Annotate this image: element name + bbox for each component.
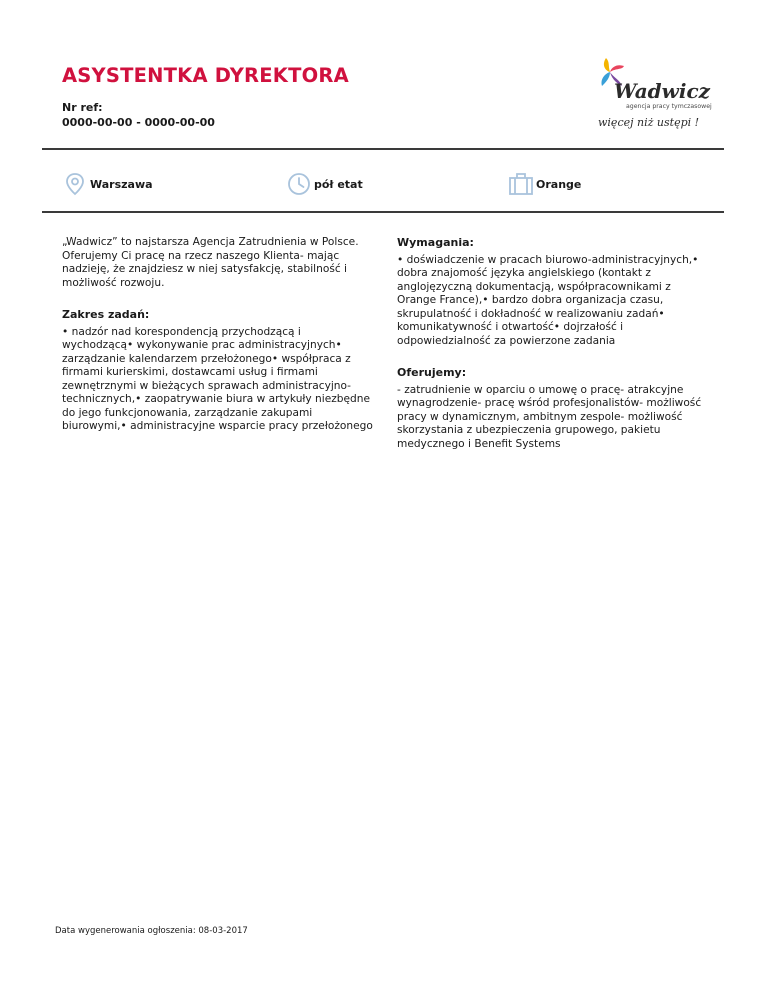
job-title: ASYSTENTKA DYREKTORA — [62, 64, 349, 87]
divider-top — [42, 148, 724, 150]
requirements-text: • doświadczenie w pracach biurowo-administracyjnych,• dobra znajomość języka angielskiego (kontakt z anglojęzyczną dokumentacją, współpracownikami z Orange France),• bardzo dobra organizacja czasu, skrupulatność i dokładność w realizowaniu zadań• komunikatywność i otwartość• dojrzałość i odpowiedzialność za powierzone zadania — [397, 253, 699, 347]
logo-brand: Wadwicz — [614, 79, 711, 103]
location-text: Warszawa — [90, 177, 153, 191]
requirements-heading: Wymagania: — [397, 236, 474, 249]
right-column — [397, 236, 709, 469]
ref-value: 0000-00-00 - 0000-00-00 — [62, 116, 215, 129]
company-item — [508, 168, 581, 200]
left-column — [62, 236, 374, 452]
location-item — [62, 168, 153, 200]
ref-label: Nr ref: — [62, 101, 103, 114]
wadwicz-logo — [592, 54, 722, 134]
offer-text: - zatrudnienie w oparciu o umowę o pracę- atrakcyjne wynagrodzenie- pracę wśród profesjonalistów- możliwość pracy w dynamicznym, ambitnym zespole- możliwość skorzystania z ubezpieczenia grupowego, pakietu medycznego i Benefit Systems — [397, 383, 702, 450]
logo-subtitle: agencja pracy tymczasowej — [626, 103, 712, 110]
briefcase-icon — [508, 171, 534, 197]
duties-heading: Zakres zadań: — [62, 308, 150, 321]
worktime-text: pół etat — [314, 177, 363, 191]
divider-bottom — [42, 211, 724, 213]
offer-heading: Oferujemy: — [397, 366, 467, 379]
intro-text: „Wadwicz” to najstarsza Agencja Zatrudnienia w Polsce. Oferujemy Ci pracę na rzecz naszego Klienta- mając nadzieję, że znajdziesz w niej satysfakcję, stabilność i możliwość rozwoju. — [62, 236, 359, 289]
clock-icon — [286, 171, 312, 197]
worktime-item — [286, 168, 363, 200]
company-text: Orange — [536, 177, 582, 191]
logo-slogan: więcej niż ustępi ! — [598, 116, 700, 129]
generated-date: Data wygenerowania ogłoszenia: 08-03-2017 — [55, 926, 248, 936]
location-pin-icon — [62, 171, 88, 197]
duties-text: • nadzór nad korespondencją przychodzącą i wychodzącą• wykonywanie prac administracyjnych• zarządzanie kalendarzem przełożonego• współpraca z firmami kurierskimi, dostawcami usług i firmami zewnętrznymi w bieżących sprawach administracyjno-technicznych,• zaopatrywanie biura w artykuły niezbędne do jego funkcjonowania, zarządzanie zakupami biurowymi,• administracyjne wsparcie pracy przełożonego — [62, 325, 373, 432]
